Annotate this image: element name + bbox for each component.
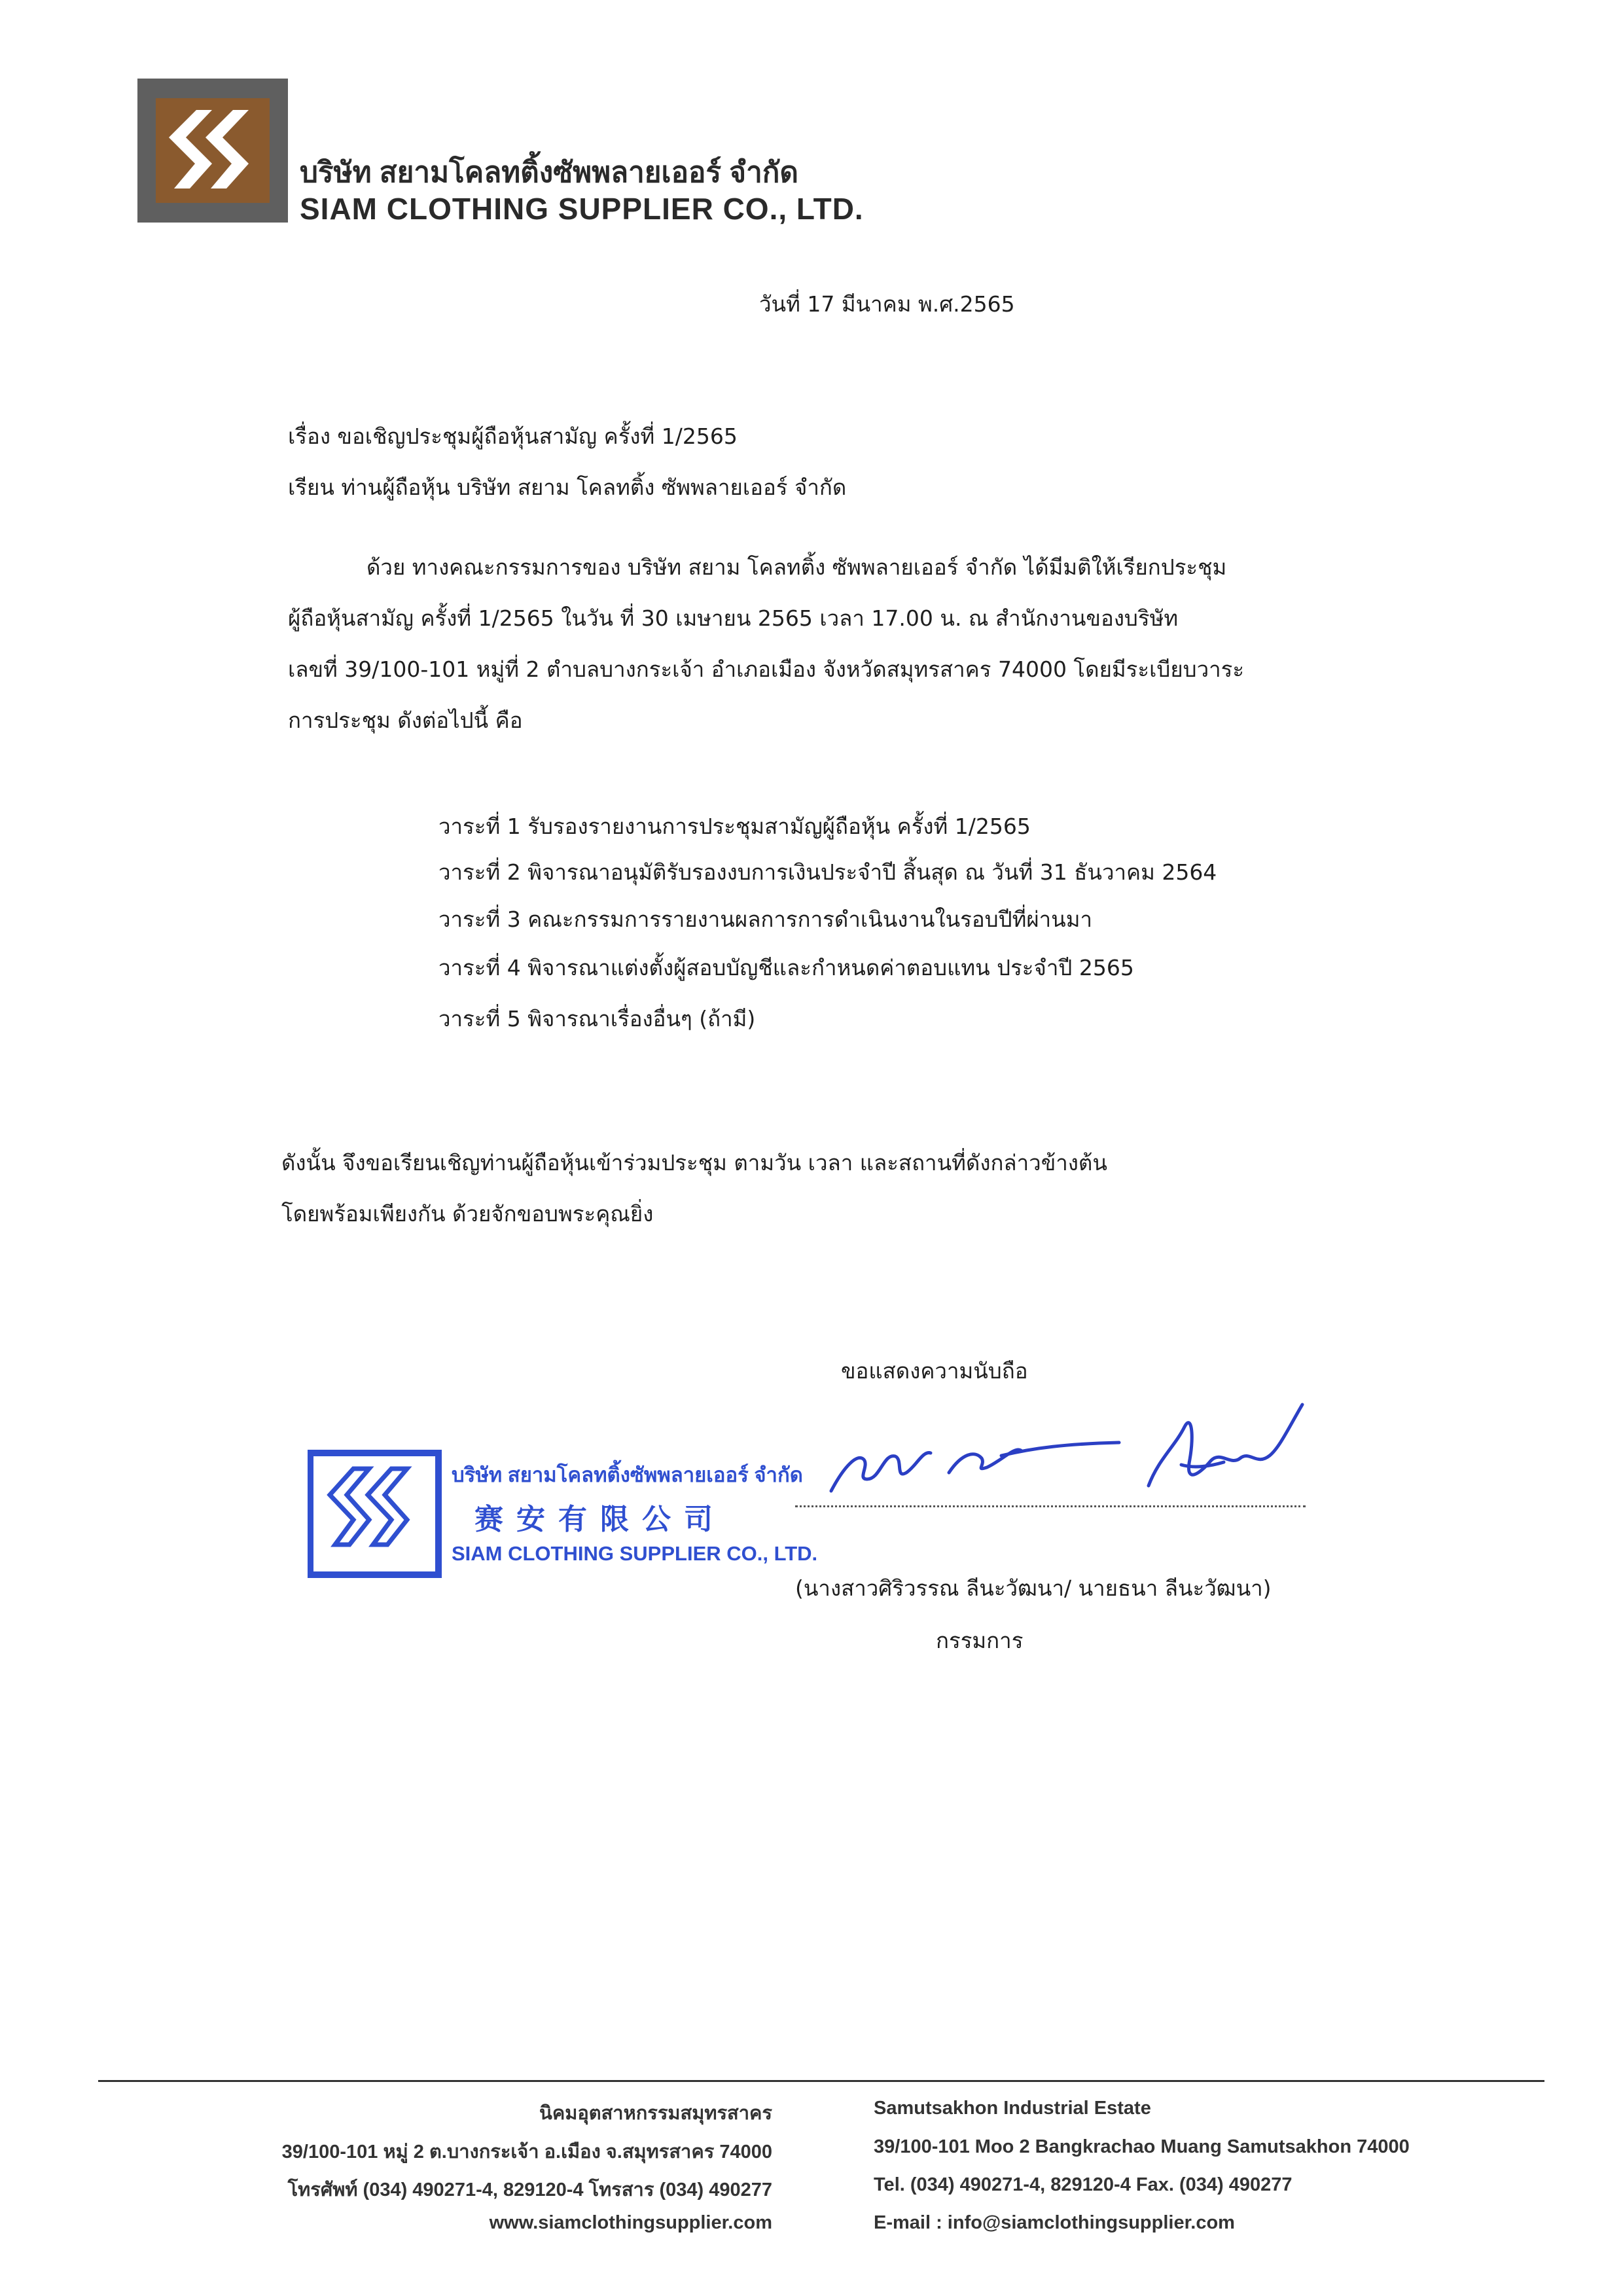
- footer-address-english: 39/100-101 Moo 2 Bangkrachao Muang Samutsakhon 74000: [874, 2136, 1410, 2157]
- body-line: ด้วย ทางคณะกรรมการของ บริษัท สยาม โคลทติ้ง ซัพพลายเออร์ จำกัด ได้มีมติให้เรียกประชุม: [366, 554, 1227, 580]
- body-line: การประชุม ดังต่อไปนี้ คือ: [288, 708, 523, 733]
- letter-subject: เรื่อง ขอเชิญประชุมผู้ถือหุ้นสามัญ ครั้งที่ 1/2565: [288, 423, 738, 449]
- stamp-company-thai: บริษัท สยามโคลทติ้งซัพพลายเออร์ จำกัด: [452, 1463, 803, 1486]
- footer-phone-english: Tel. (034) 490271-4, 829120-4 Fax. (034) 490277: [874, 2174, 1293, 2195]
- closing-line: ดังนั้น จึงขอเรียนเชิญท่านผู้ถือหุ้นเข้าร่วมประชุม ตามวัน เวลา และสถานที่ดังกล่าวข้างต้น: [281, 1150, 1107, 1175]
- signer-title: กรรมการ: [936, 1628, 1024, 1653]
- agenda-item: วาระที่ 2 พิจารณาอนุมัติรับรองงบการเงินประจำปี สิ้นสุด ณ วันที่ 31 ธันวาคม 2564: [438, 859, 1217, 885]
- letter-date: วันที่ 17 มีนาคม พ.ศ.2565: [759, 291, 1015, 317]
- agenda-item: วาระที่ 3 คณะกรรมการรายงานผลการการดำเนินงานในรอบปีที่ผ่านมา: [438, 906, 1093, 932]
- company-logo: [137, 79, 288, 223]
- closing-line: โดยพร้อมเพียงกัน ด้วยจักขอบพระคุณยิ่ง: [281, 1201, 654, 1227]
- footer-estate-thai: นิคมอุตสาหกรรมสมุทรสาคร: [539, 2103, 772, 2124]
- handwritten-signature: [818, 1388, 1315, 1512]
- footer-address-thai: 39/100-101 หมู่ 2 ต.บางกระเจ้า อ.เมือง จ.สมุทรสาคร 74000: [281, 2142, 772, 2162]
- footer-estate-english: Samutsakhon Industrial Estate: [874, 2098, 1151, 2119]
- letter-salutation: เรียน ท่านผู้ถือหุ้น บริษัท สยาม โคลทติ้ง ซัพพลายเออร์ จำกัด: [288, 475, 847, 500]
- company-name-thai: บริษัท สยามโคลทติ้งซัพพลายเออร์ จำกัด: [300, 156, 799, 188]
- stamp-company-chinese: 赛安有限公司: [474, 1503, 726, 1536]
- body-line: ผู้ถือหุ้นสามัญ ครั้งที่ 1/2565 ในวัน ที่ 30 เมษายน 2565 เวลา 17.00 น. ณ สำนักงานของบริษัท: [288, 605, 1179, 631]
- footer-email[interactable]: E-mail : info@siamclothingsupplier.com: [874, 2212, 1235, 2233]
- signer-name: (นางสาวศิริวรรณ ลีนะวัฒนา/ นายธนา ลีนะวัฒนา): [795, 1575, 1272, 1601]
- body-line: เลขที่ 39/100-101 หมู่ที่ 2 ตำบลบางกระเจ้า อำเภอเมือง จังหวัดสมุทรสาคร 74000 โดยมีระเบียบวาระ: [288, 656, 1245, 682]
- footer-divider: [98, 2080, 1544, 2082]
- footer-website[interactable]: www.siamclothingsupplier.com: [489, 2212, 772, 2233]
- footer-phone-thai: โทรศัพท์ (034) 490271-4, 829120-4 โทรสาร (034) 490277: [287, 2179, 772, 2200]
- agenda-item: วาระที่ 1 รับรองรายงานการประชุมสามัญผู้ถือหุ้น ครั้งที่ 1/2565: [438, 814, 1031, 839]
- regards: ขอแสดงความนับถือ: [841, 1358, 1028, 1384]
- ss-logo-icon: [156, 98, 270, 203]
- stamp-company-english: SIAM CLOTHING SUPPLIER CO., LTD.: [452, 1542, 818, 1565]
- signature-line: [795, 1505, 1306, 1507]
- agenda-item: วาระที่ 5 พิจารณาเรื่องอื่นๆ (ถ้ามี): [438, 1006, 756, 1031]
- company-name-english: SIAM CLOTHING SUPPLIER CO., LTD.: [300, 192, 864, 226]
- agenda-item: วาระที่ 4 พิจารณาแต่งตั้งผู้สอบบัญชีและกำหนดค่าตอบแทน ประจำปี 2565: [438, 955, 1134, 980]
